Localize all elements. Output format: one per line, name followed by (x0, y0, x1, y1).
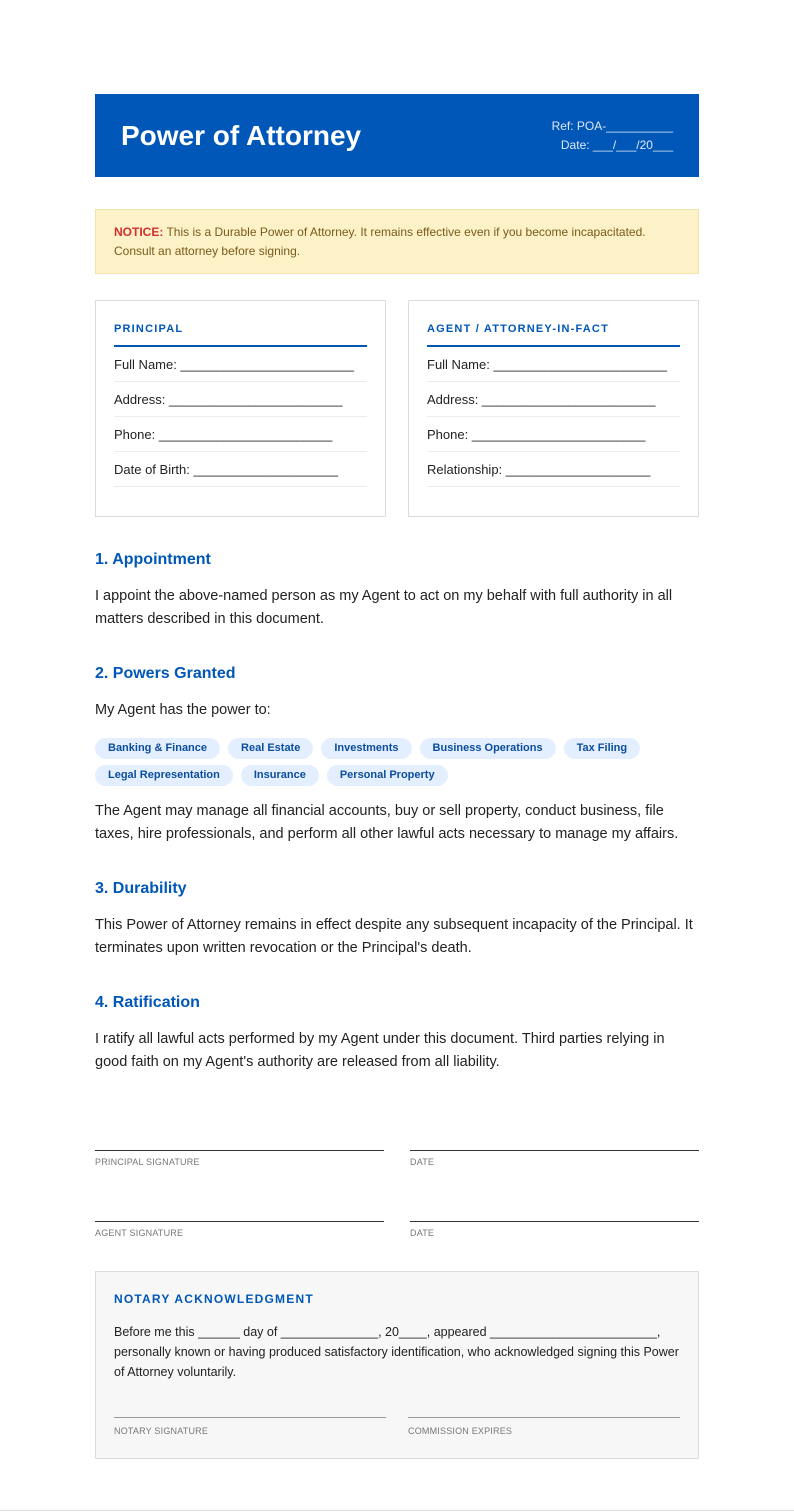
agent-card (408, 300, 699, 517)
reference-number: Ref: POA-__________ (551, 118, 673, 133)
commission-expires-line[interactable]: COMMISSION EXPIRES (408, 1417, 680, 1436)
power-tag: Legal Representation (95, 765, 233, 786)
section-text: This Power of Attorney remains in effect despite any subsequent incapacity of the Principal. It terminates upon written revocation or the Principal's death. (95, 917, 693, 956)
power-tag: Banking & Finance (95, 738, 220, 759)
section-durability (95, 880, 699, 960)
principal-full-name: Full Name: ________________________ (114, 347, 367, 382)
header-meta (552, 117, 673, 155)
document-date: Date: ___/___/20___ (560, 137, 673, 152)
power-tag: Investments (321, 738, 411, 759)
signature-block (95, 1150, 699, 1238)
notice-box (95, 209, 699, 274)
power-tag: Tax Filing (564, 738, 641, 759)
section-powers-granted (95, 665, 699, 846)
notice-text: This is a Durable Power of Attorney. It remains effective even if you become incapacitated. Consult an attorney before signing. (114, 225, 646, 258)
section-ratification (95, 994, 699, 1074)
principal-signature-line[interactable]: PRINCIPAL SIGNATURE (95, 1150, 384, 1167)
notary-title: NOTARY ACKNOWLEDGMENT (114, 1292, 314, 1306)
powers-tag-list (95, 738, 699, 786)
notary-signature-row (114, 1417, 680, 1436)
power-tag: Real Estate (228, 738, 313, 759)
document-header (95, 94, 699, 177)
principal-date-of-birth: Date of Birth: ____________________ (114, 452, 367, 487)
agent-signature-row (95, 1221, 699, 1238)
agent-address: Address: ________________________ (427, 382, 680, 417)
notary-signature-line[interactable]: NOTARY SIGNATURE (114, 1417, 386, 1436)
section-appointment (95, 551, 699, 631)
agent-title: AGENT / ATTORNEY-IN-FACT (427, 323, 680, 347)
principal-title: PRINCIPAL (114, 323, 367, 347)
agent-date-line[interactable]: DATE (410, 1221, 699, 1238)
principal-address: Address: ________________________ (114, 382, 367, 417)
agent-signature-line[interactable]: AGENT SIGNATURE (95, 1221, 384, 1238)
section-heading: 4. Ratification (95, 994, 200, 1011)
principal-signature-row (95, 1150, 699, 1167)
section-text: I ratify all lawful acts performed by my Agent under this document. Third parties relying in good faith on my Agent's authority are released from all liability. (95, 1031, 665, 1070)
power-tag: Personal Property (327, 765, 448, 786)
page-bottom-divider (0, 1510, 794, 1511)
section-text: The Agent may manage all financial accounts, buy or sell property, conduct business, file taxes, hire professionals, and perform all other lawful acts necessary to manage my affairs. (95, 803, 679, 842)
document (95, 94, 699, 1459)
section-text: I appoint the above-named person as my Agent to act on my behalf with full authority in all matters described in this document. (95, 588, 673, 627)
section-heading: 2. Powers Granted (95, 665, 236, 682)
notary-text: Before me this ______ day of ______________, 20____, appeared ________________________, personally known or having produced satisfactory identification, who acknowledged signing this Power of Attorney voluntarily. (114, 1325, 679, 1379)
section-heading: 3. Durability (95, 880, 187, 897)
power-tag: Insurance (241, 765, 319, 786)
agent-relationship: Relationship: ____________________ (427, 452, 680, 487)
principal-date-line[interactable]: DATE (410, 1150, 699, 1167)
document-title: Power of Attorney (121, 119, 362, 151)
party-cards (95, 300, 699, 517)
agent-phone: Phone: ________________________ (427, 417, 680, 452)
power-tag: Business Operations (420, 738, 556, 759)
notary-box (95, 1271, 699, 1459)
agent-full-name: Full Name: ________________________ (427, 347, 680, 382)
principal-card (95, 300, 386, 517)
notice-label: NOTICE: (114, 225, 164, 239)
section-heading: 1. Appointment (95, 551, 211, 568)
section-intro: My Agent has the power to: (95, 702, 271, 718)
principal-phone: Phone: ________________________ (114, 417, 367, 452)
